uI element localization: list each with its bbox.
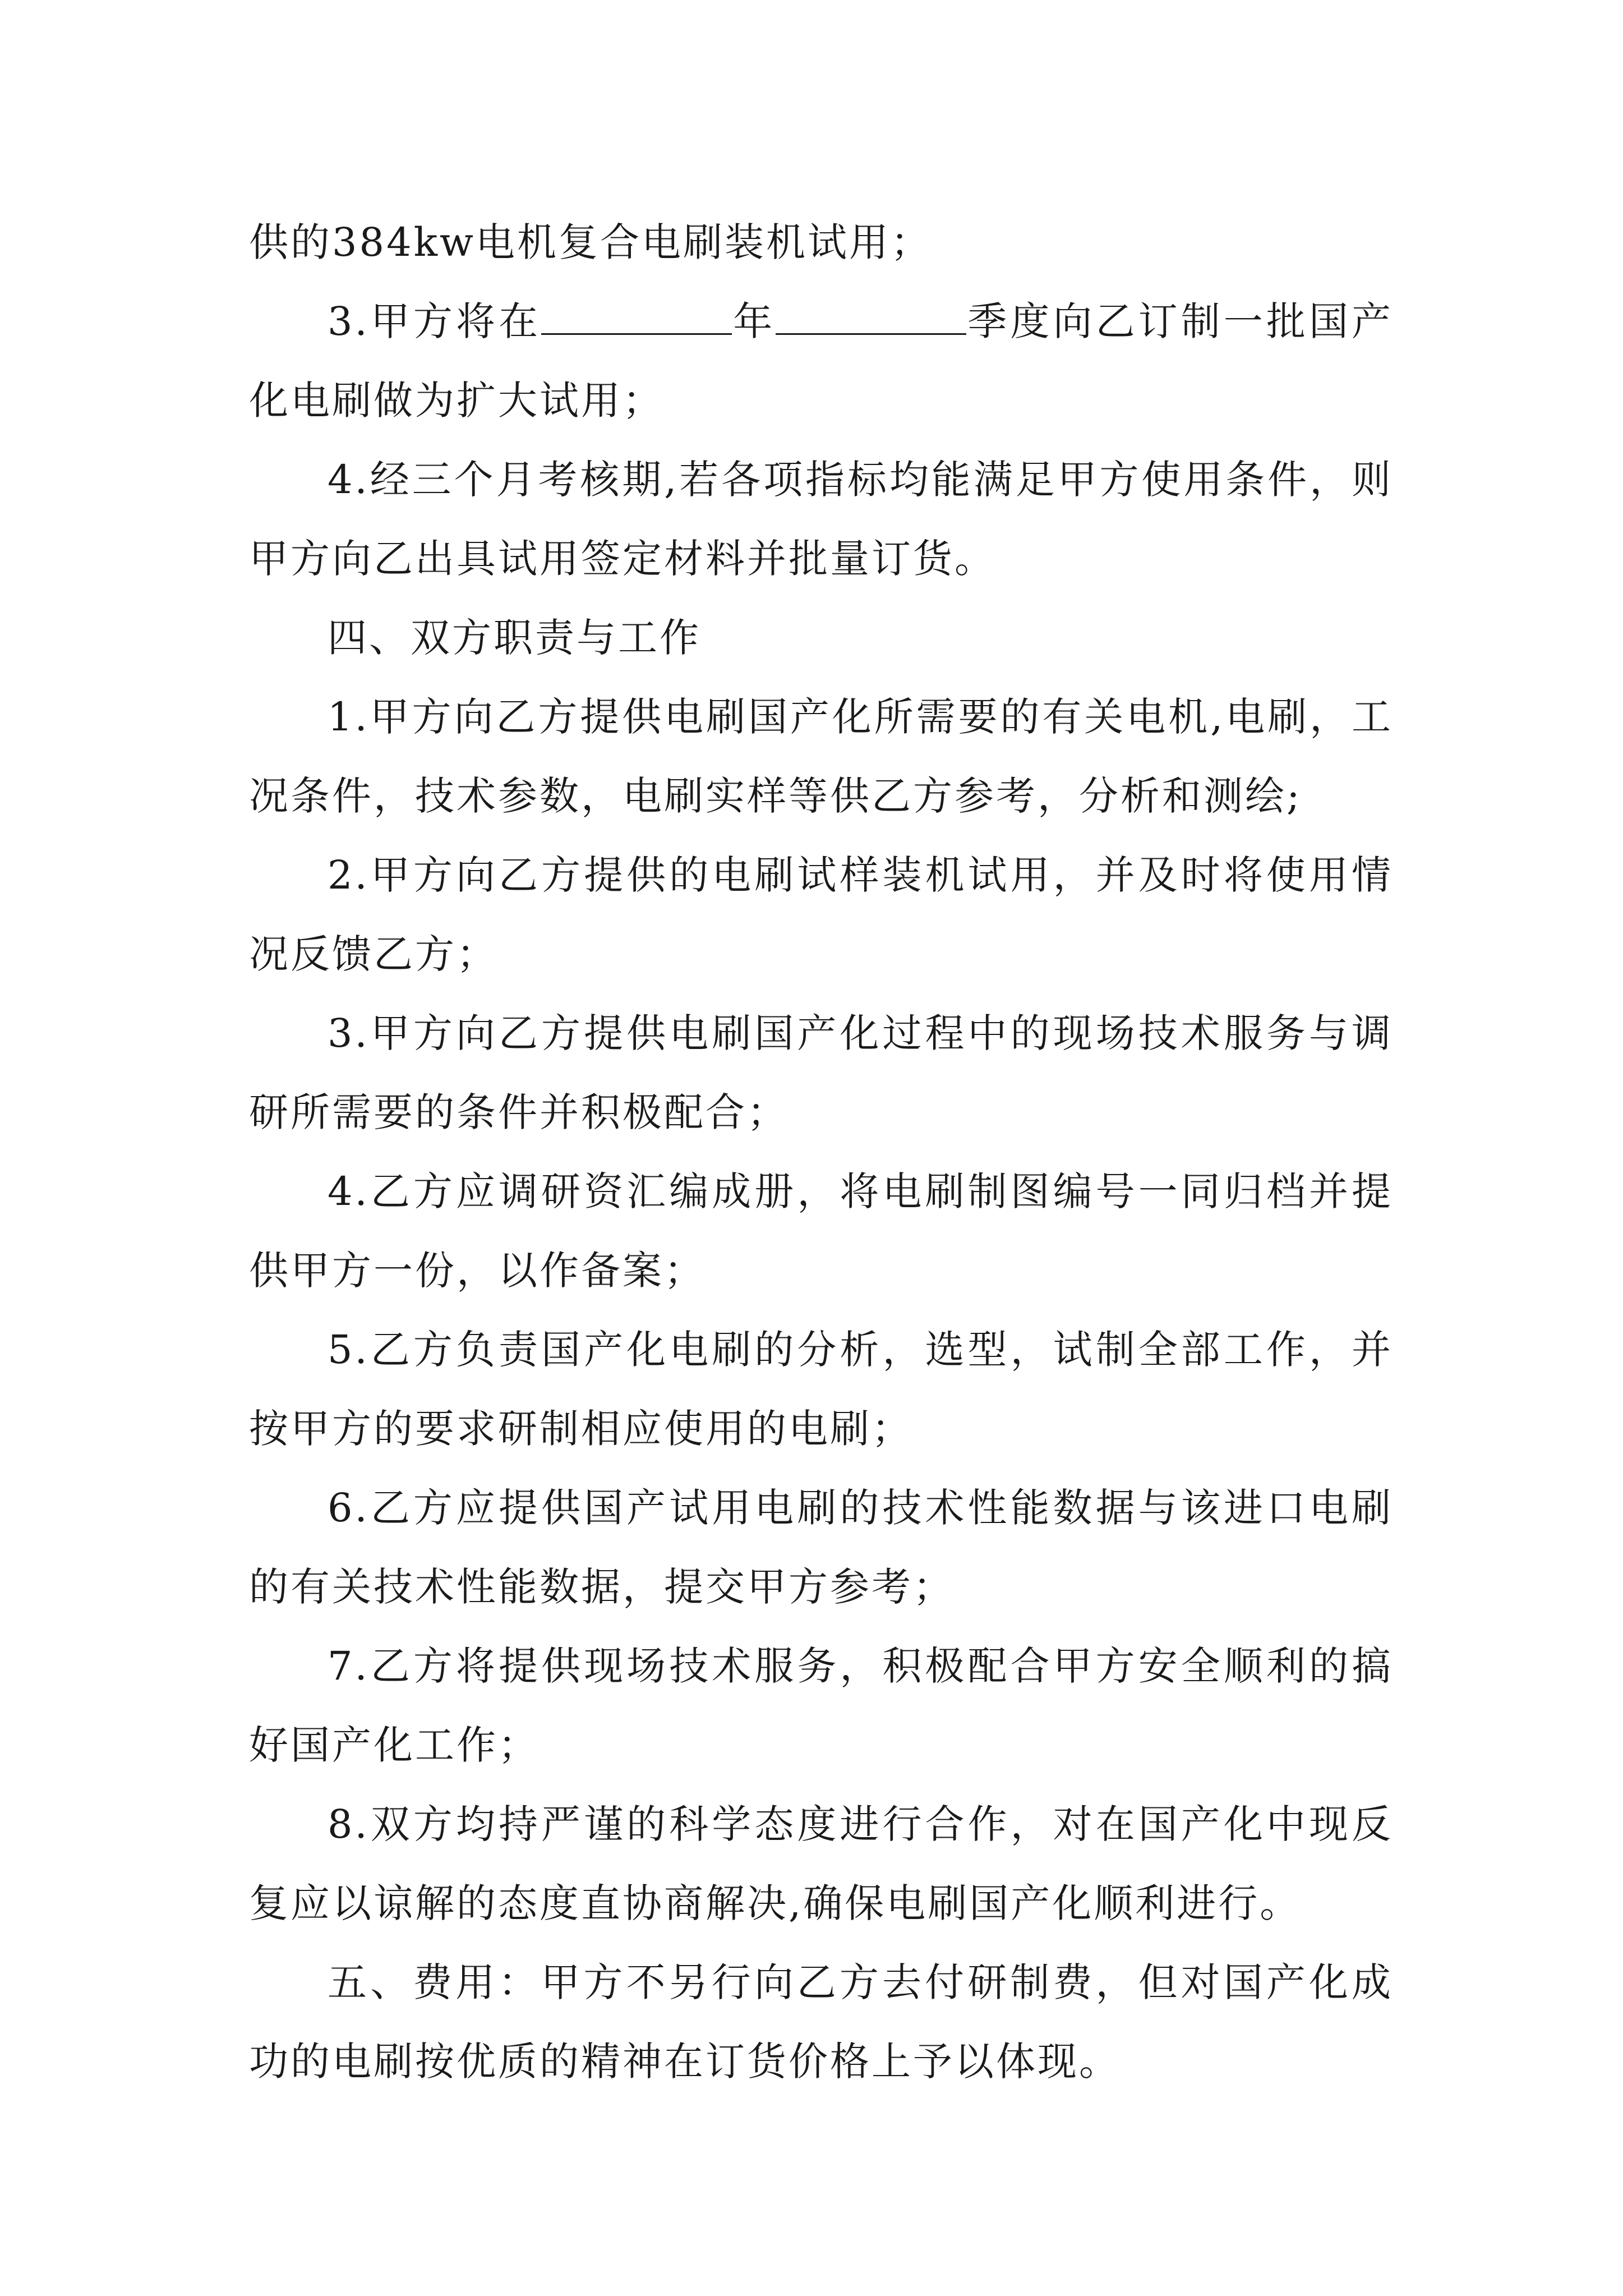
paragraph-continuation: 供的384kw电机复合电刷装机试用；: [249, 219, 932, 265]
paragraph-4-3: 3.甲方向乙方提供电刷国产化过程中的现场技术服务与调研所需要的条件并积极配合；: [249, 1010, 1393, 1135]
paragraph-4-7: 7.乙方将提供现场技术服务，积极配合甲方安全顺利的搞好国产化工作；: [249, 1643, 1393, 1768]
year-blank: [541, 301, 732, 335]
paragraph-4-5: 5.乙方负责国产化电刷的分析，选型，试制全部工作，并按甲方的要求研制相应使用的电刷；: [249, 1327, 1393, 1452]
paragraph-3-4: 4.经三个月考核期,若各项指标均能满足甲方使用条件，则甲方向乙出具试用签定材料并批量订货。: [249, 457, 1393, 582]
paragraph-4-1: 1.甲方向乙方提供电刷国产化所需要的有关电机,电刷，工况条件，技术参数，电刷实样等供乙方参考，分析和测绘;: [249, 694, 1393, 819]
paragraph-3-3: [249, 282, 1393, 440]
paragraph-4-4: 4.乙方应调研资汇编成册，将电刷制图编号一同归档并提供甲方一份，以作备案；: [249, 1168, 1393, 1294]
paragraph-3-3-part-2: 年: [732, 298, 776, 344]
paragraph-4-8: 8.双方均持严谨的科学态度进行合作，对在国产化中现反复应以谅解的态度直协商解决,确保电刷国产化顺利进行。: [249, 1801, 1393, 1926]
section-4-heading: 四、双方职责与工作: [328, 615, 701, 661]
paragraph-3-3-part-1: 3.甲方将在: [328, 298, 542, 344]
paragraph-4-2: 2.甲方向乙方提供的电刷试样装机试用，并及时将使用情况反馈乙方；: [249, 852, 1393, 977]
quarter-blank: [776, 301, 966, 335]
paragraph-4-6: 6.乙方应提供国产试用电刷的技术性能数据与该进口电刷的有关技术性能数据，提交甲方参考；: [249, 1485, 1393, 1610]
section-5-fees: 五、费用：甲方不另行向乙方去付研制费，但对国产化成功的电刷按优质的精神在订货价格上予以体现。: [249, 1959, 1393, 2085]
paragraph-3-3-part-3: 季度向乙订制一批国产化电刷做为扩大试用；: [249, 298, 1394, 424]
document-body: [249, 203, 1393, 2101]
